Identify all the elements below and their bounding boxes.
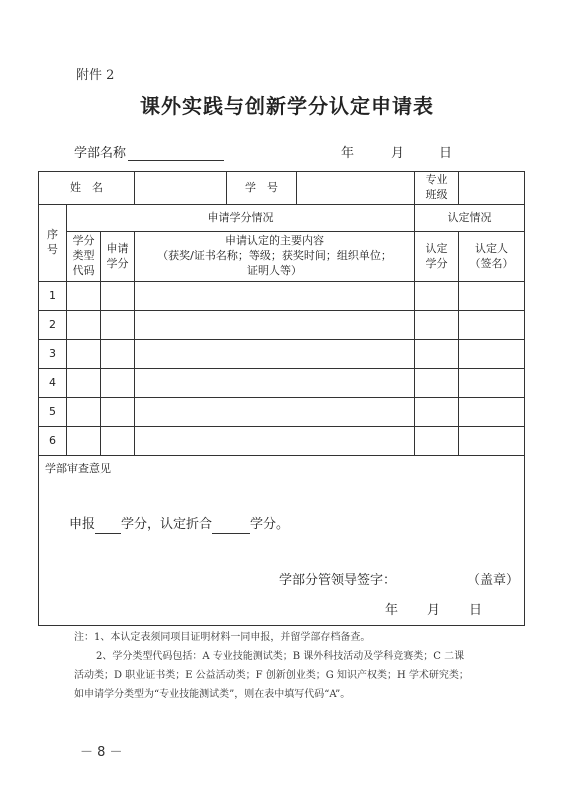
approved-credit-cell[interactable] bbox=[415, 427, 459, 456]
note-line: 注：1、本认定表须同项目证明材料一同申报，并留学部存档备查。 bbox=[74, 632, 371, 643]
type-code-cell[interactable] bbox=[67, 282, 101, 311]
footnotes bbox=[74, 628, 514, 704]
table-row bbox=[39, 311, 525, 340]
signature-label: 学部分管领导签字： bbox=[279, 573, 397, 588]
seal-label: （盖章） bbox=[467, 573, 520, 588]
apply-credit-cell[interactable] bbox=[101, 340, 135, 369]
type-code-cell[interactable] bbox=[67, 369, 101, 398]
apply-section-header bbox=[67, 205, 415, 232]
approver-cell[interactable] bbox=[459, 369, 525, 398]
row-number: 5 bbox=[39, 398, 67, 427]
department-field bbox=[74, 142, 224, 161]
approved-credit-label-2: 学分 bbox=[425, 256, 448, 270]
content-cell[interactable] bbox=[135, 427, 415, 456]
name-input-cell[interactable] bbox=[135, 172, 227, 205]
declare-label: 申报 bbox=[69, 517, 96, 532]
note-line: 活动类；D 职业证书类；E 公益活动类；F 创新创业类；G 知识产权类；H 学术研究类； bbox=[74, 670, 469, 681]
row-number: 6 bbox=[39, 427, 67, 456]
seq-header-cell bbox=[39, 205, 67, 282]
content-cell[interactable] bbox=[135, 369, 415, 398]
apply-credit-cell[interactable] bbox=[101, 398, 135, 427]
table-row bbox=[39, 369, 525, 398]
major-label: 专业 bbox=[425, 173, 448, 187]
approver-cell[interactable] bbox=[459, 282, 525, 311]
note-line: 如申请学分类型为“专业技能测试类”，则在表中填写代码“A”。 bbox=[74, 689, 351, 700]
name-label: 姓 名 bbox=[70, 180, 103, 194]
review-row bbox=[39, 456, 525, 626]
row-number: 3 bbox=[39, 340, 67, 369]
type-code-cell[interactable] bbox=[67, 398, 101, 427]
student-id-label: 学 号 bbox=[245, 180, 279, 194]
approver-cell[interactable] bbox=[459, 398, 525, 427]
table-row bbox=[39, 340, 525, 369]
class-label: 班级 bbox=[425, 188, 448, 201]
name-label-cell bbox=[39, 172, 135, 205]
apply-credit-cell[interactable] bbox=[101, 369, 135, 398]
student-id-label-cell bbox=[227, 172, 297, 205]
page-number: － 8 － bbox=[80, 745, 123, 760]
approver-header bbox=[459, 232, 525, 282]
review-cell[interactable] bbox=[39, 456, 525, 626]
attachment-label: 附件 2 bbox=[76, 68, 115, 83]
date-day-label: 日 bbox=[439, 146, 453, 161]
content-cell[interactable] bbox=[135, 311, 415, 340]
approver-cell[interactable] bbox=[459, 427, 525, 456]
review-panel bbox=[39, 456, 524, 625]
declared-credit-blank[interactable] bbox=[95, 521, 121, 534]
apply-credit-cell[interactable] bbox=[101, 282, 135, 311]
approve-section-header bbox=[415, 205, 525, 232]
date-month-label: 月 bbox=[391, 146, 405, 161]
apply-credit-header bbox=[101, 232, 135, 282]
table-row bbox=[39, 427, 525, 456]
application-table bbox=[38, 171, 525, 626]
apply-credit-cell[interactable] bbox=[101, 427, 135, 456]
apply-credit-label-1: 申请 bbox=[106, 241, 129, 255]
approved-credit-cell[interactable] bbox=[415, 369, 459, 398]
credit-statement bbox=[69, 516, 289, 534]
row-number: 2 bbox=[39, 311, 67, 340]
type-code-cell[interactable] bbox=[67, 311, 101, 340]
approved-credit-cell[interactable] bbox=[415, 282, 459, 311]
content-cell[interactable] bbox=[135, 282, 415, 311]
apply-credit-label-2: 学分 bbox=[106, 256, 129, 270]
major-class-input-cell[interactable] bbox=[459, 172, 525, 205]
type-code-cell[interactable] bbox=[67, 340, 101, 369]
row-number: 1 bbox=[39, 282, 67, 311]
apply-section-label: 申请学分情况 bbox=[207, 210, 274, 224]
note-line: 2、学分类型代码包括：A 专业技能测试类；B 课外科技活动及学科竞赛类；C 二课 bbox=[96, 651, 465, 662]
department-input-line[interactable] bbox=[128, 148, 224, 161]
converted-credit-blank[interactable] bbox=[212, 521, 250, 534]
content-label-1: 申请认定的主要内容 bbox=[225, 234, 325, 248]
row-number: 4 bbox=[39, 369, 67, 398]
seq-label-2: 号 bbox=[47, 243, 58, 256]
review-year-label: 年 bbox=[385, 603, 399, 618]
type-code-label-2: 类型 bbox=[72, 249, 95, 263]
credit-mid-label: 学分，认定折合 bbox=[121, 517, 213, 532]
content-cell[interactable] bbox=[135, 340, 415, 369]
credit-end-label: 学分。 bbox=[250, 517, 290, 532]
approver-cell[interactable] bbox=[459, 340, 525, 369]
review-month-label: 月 bbox=[427, 603, 441, 618]
apply-credit-cell[interactable] bbox=[101, 311, 135, 340]
content-label-3: 证明人等） bbox=[247, 263, 303, 277]
type-code-header bbox=[67, 232, 101, 282]
review-day-label: 日 bbox=[469, 603, 483, 618]
approver-cell[interactable] bbox=[459, 311, 525, 340]
content-cell[interactable] bbox=[135, 398, 415, 427]
approver-label-1: 认定人 bbox=[475, 241, 509, 255]
department-label: 学部名称 bbox=[74, 146, 127, 161]
type-code-cell[interactable] bbox=[67, 427, 101, 456]
student-id-input-cell[interactable] bbox=[297, 172, 415, 205]
form-title: 课外实践与创新学分认定申请表 bbox=[140, 94, 434, 118]
date-year-label: 年 bbox=[341, 146, 355, 161]
review-title: 学部审查意见 bbox=[45, 462, 111, 475]
approved-credit-header bbox=[415, 232, 459, 282]
approved-credit-cell[interactable] bbox=[415, 340, 459, 369]
type-code-label-3: 代码 bbox=[72, 263, 95, 277]
content-header bbox=[135, 232, 415, 282]
approve-section-label: 认定情况 bbox=[447, 210, 492, 224]
approved-credit-cell[interactable] bbox=[415, 398, 459, 427]
type-code-label-1: 学分 bbox=[72, 234, 95, 248]
approved-credit-cell[interactable] bbox=[415, 311, 459, 340]
table-row bbox=[39, 398, 525, 427]
table-row bbox=[39, 282, 525, 311]
approver-label-2: （签名） bbox=[469, 256, 514, 270]
content-label-2: （获奖/证书名称；等级；获奖时间；组织单位； bbox=[157, 249, 392, 263]
major-class-label-cell bbox=[415, 172, 459, 205]
approved-credit-label-1: 认定 bbox=[425, 241, 448, 255]
seq-label-1: 序 bbox=[47, 228, 58, 242]
